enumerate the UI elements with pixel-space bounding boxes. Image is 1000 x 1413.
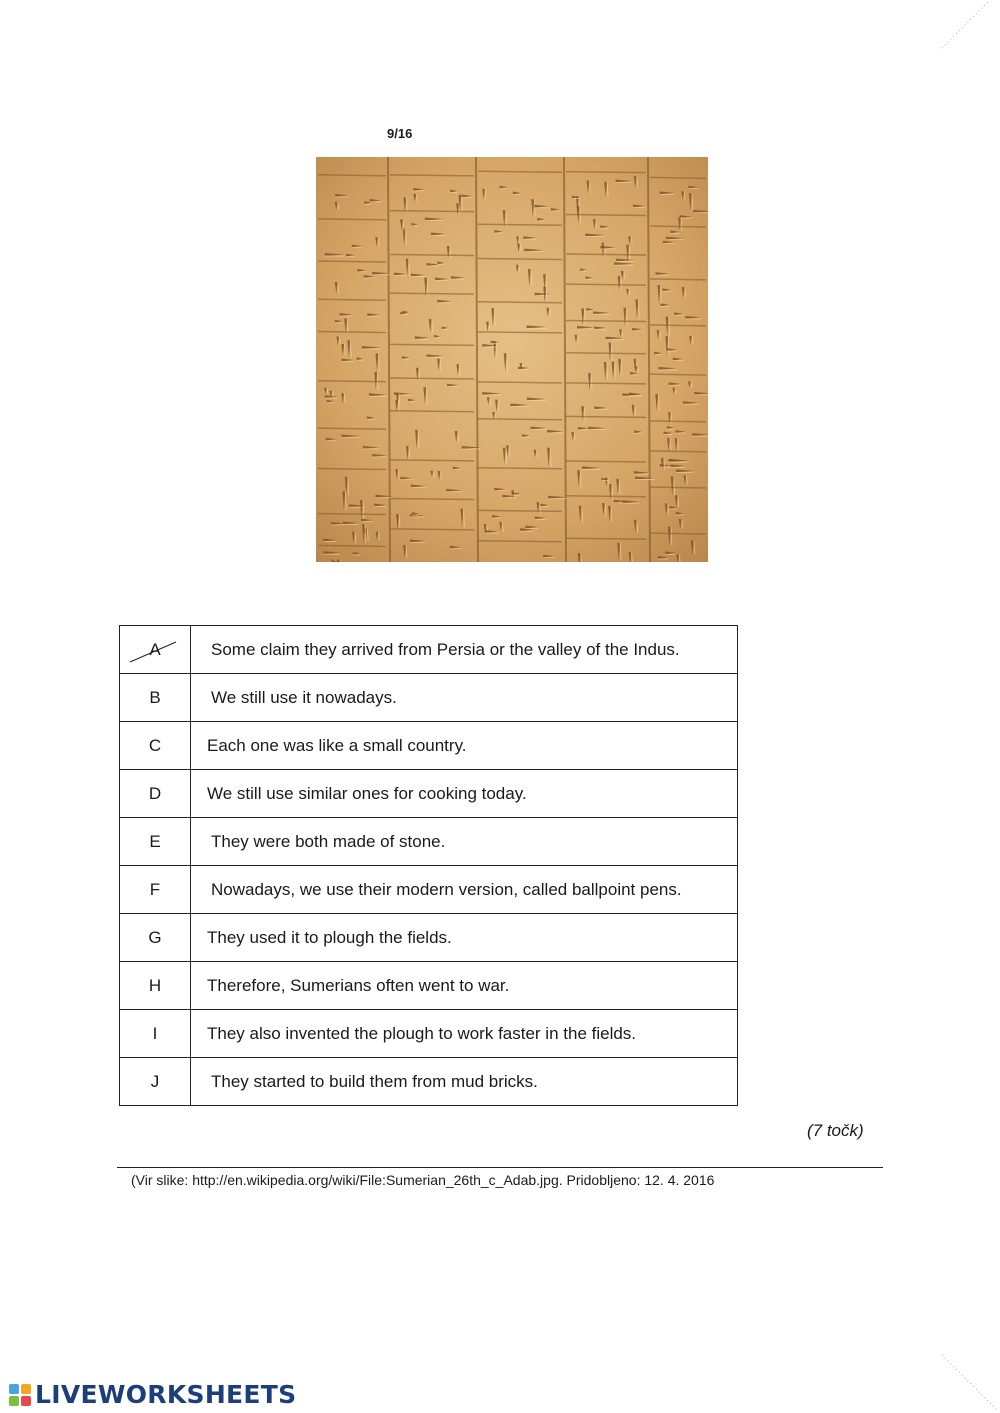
table-row	[120, 722, 738, 770]
option-letter	[120, 962, 191, 1010]
option-letter-text: I	[152, 1023, 158, 1043]
option-text: We still use similar ones for cooking today.	[191, 770, 738, 818]
cuneiform-tablet-image	[316, 157, 708, 562]
option-letter-text: D	[148, 783, 162, 803]
table-row	[120, 962, 738, 1010]
page-number: 9/16	[387, 126, 413, 141]
brand-name: LIVEWORKSHEETS	[35, 1380, 297, 1409]
strike-through-mark	[128, 638, 178, 664]
option-letter-text: B	[149, 687, 161, 707]
option-letter	[120, 674, 191, 722]
option-letter-text: J	[150, 1071, 160, 1091]
option-letter	[120, 866, 191, 914]
table-row	[120, 818, 738, 866]
option-text: Therefore, Sumerians often went to war.	[191, 962, 738, 1010]
option-text: They started to build them from mud bricks.	[191, 1058, 738, 1106]
brand-logo-icon	[8, 1383, 32, 1407]
option-letter	[120, 626, 191, 674]
option-letter-text: A	[149, 639, 161, 659]
answer-options-table	[119, 625, 738, 1106]
option-text: They used it to plough the fields.	[191, 914, 738, 962]
option-letter	[120, 914, 191, 962]
table-row	[120, 674, 738, 722]
option-text: They were both made of stone.	[191, 818, 738, 866]
option-letter	[120, 1058, 191, 1106]
image-source-note: (Vir slike: http://en.wikipedia.org/wiki/File:Sumerian_26th_c_Adab.jpg. Pridobljeno: 12. 4. 2016	[131, 1172, 715, 1188]
option-letter	[120, 818, 191, 866]
corner-fold-mark	[940, 0, 990, 50]
table-row	[120, 626, 738, 674]
table-row	[120, 866, 738, 914]
option-letter	[120, 770, 191, 818]
table-row	[120, 914, 738, 962]
option-letter-text: E	[149, 831, 161, 851]
option-text: Some claim they arrived from Persia or the valley of the Indus.	[191, 626, 738, 674]
points-label: (7 točk)	[807, 1121, 864, 1140]
option-letter-text: F	[149, 879, 161, 899]
table-row	[120, 1058, 738, 1106]
option-letter	[120, 1010, 191, 1058]
corner-fold-mark-bottom	[940, 1353, 1000, 1413]
table-row	[120, 770, 738, 818]
option-text: Nowadays, we use their modern version, called ballpoint pens.	[191, 866, 738, 914]
option-letter-text: H	[148, 975, 162, 995]
option-text: We still use it nowadays.	[191, 674, 738, 722]
option-text: Each one was like a small country.	[191, 722, 738, 770]
option-letter	[120, 722, 191, 770]
option-text: They also invented the plough to work faster in the fields.	[191, 1010, 738, 1058]
brand-logo[interactable]	[8, 1380, 296, 1409]
option-letter-text: G	[148, 927, 162, 947]
option-letter-text: C	[148, 735, 162, 755]
table-row	[120, 1010, 738, 1058]
footnote-divider	[117, 1167, 883, 1168]
